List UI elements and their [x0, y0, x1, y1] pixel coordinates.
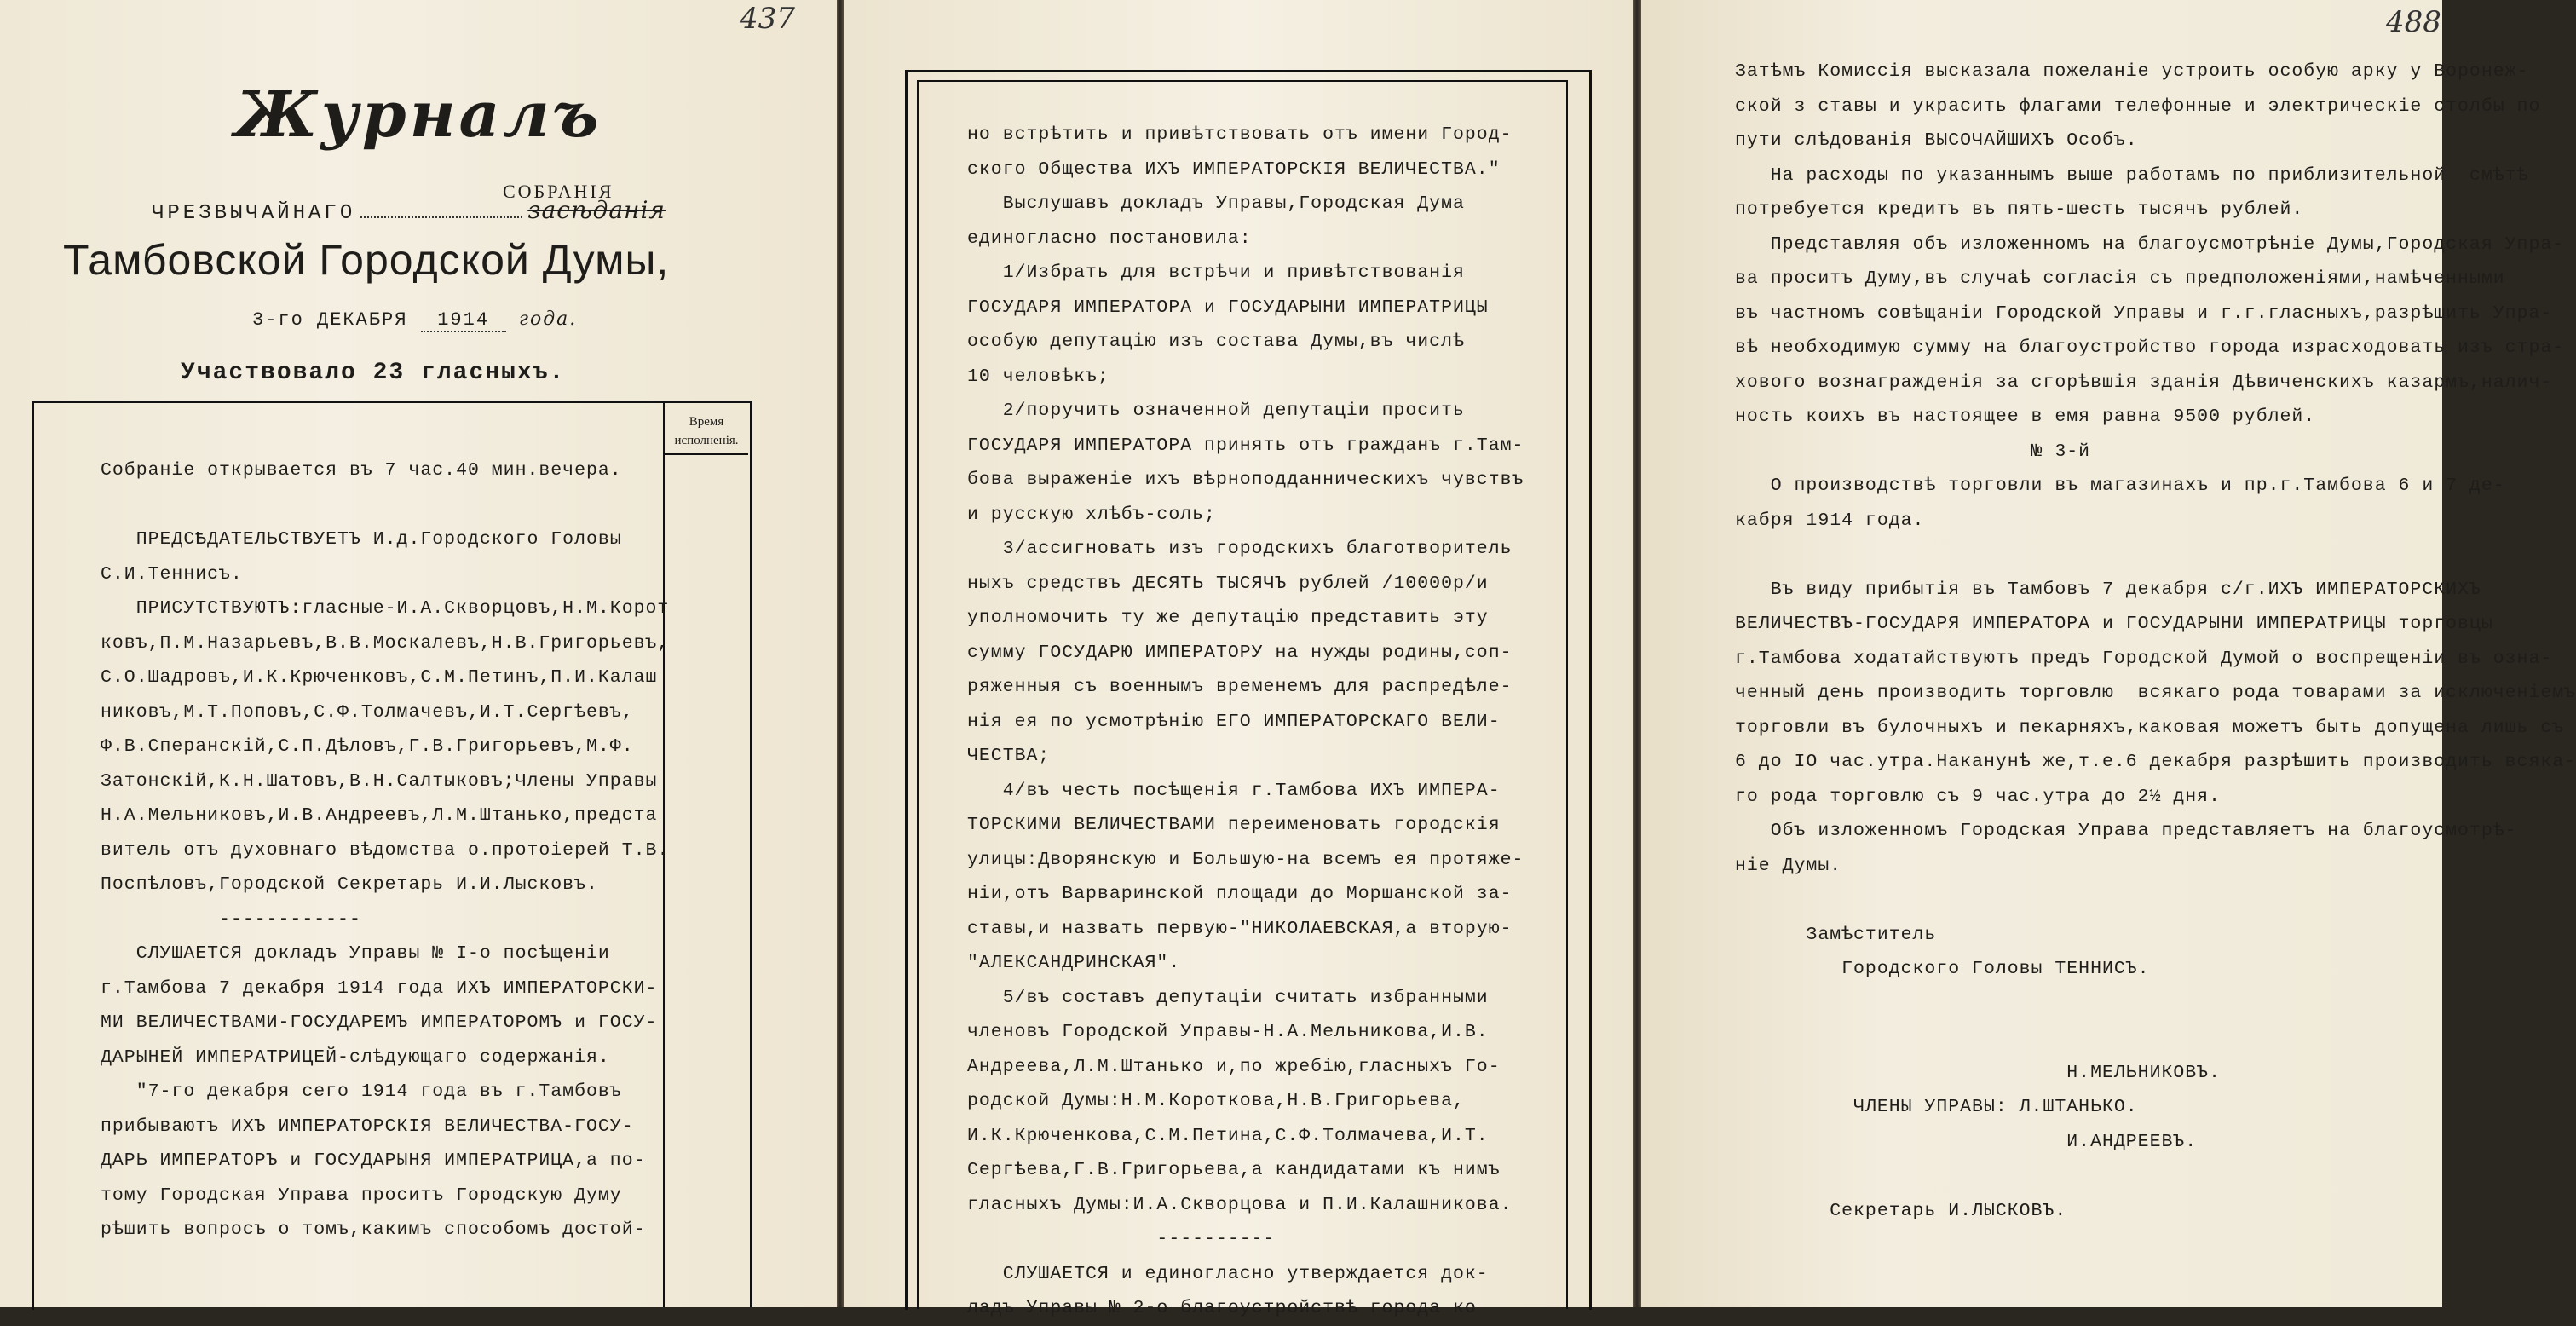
text-line: О производствѣ торговли въ магазинахъ и пр.г.Тамбова 6 и 7 де- [1735, 476, 2505, 496]
text-line: Замѣститель [1735, 924, 1937, 945]
text-line: ряженныя съ военнымъ временемъ для распредѣле- [967, 677, 1513, 697]
duma-title: Тамбовской Городской Думы, [63, 236, 670, 284]
execution-time-header-line1: Время [689, 415, 724, 429]
text-line: г.Тамбова ходатайствуютъ предъ Городской Думой о воспрещеніи въ озна- [1735, 648, 2553, 669]
text-line: Сергѣева,Г.В.Григорьева,а кандидатами къ нимъ [967, 1160, 1501, 1180]
text-line: бова выраженіе ихъ вѣрноподданническихъ чувствъ [967, 470, 1524, 490]
text-line: но встрѣтить и привѣтствовать отъ имени Город- [967, 124, 1513, 145]
session-line [152, 196, 666, 225]
text-line: ДАРЫНЕЙ ИМПЕРАТРИЦЕЙ-слѣдующаго содержанія. [101, 1046, 610, 1068]
text-line: Н.А.Мельниковъ,И.В.Андреевъ,Л.М.Штанько,предста [101, 805, 658, 826]
text-line: 10 человѣкъ; [967, 366, 1109, 387]
text-line: С.О.Шадровъ,И.К.Крюченковъ,С.М.Петинъ,П.И.Калаш [101, 667, 658, 688]
text-line: ского Общества ИХЪ ИМПЕРАТОРСКІЯ ВЕЛИЧЕСТВА." [967, 159, 1501, 180]
text-line: улицы:Дворянскую и Большую-на всемъ ея протяже- [967, 849, 1524, 870]
text-line: 1/Избрать для встрѣчи и привѣтствованія [967, 262, 1465, 283]
date-year: 1914 [421, 309, 506, 332]
text-line: ЧЛЕНЫ УПРАВЫ: Л.ШТАНЬКО. [1735, 1097, 2138, 1117]
text-line: нія ея по усмотрѣнію ЕГО ИМПЕРАТОРСКАГО ВЕЛИ- [967, 711, 1501, 732]
text-line: ва проситъ Думу,въ случаѣ согласія съ предположеніями,намѣченными [1735, 268, 2505, 289]
text-line [1735, 538, 2434, 573]
session-crossed-word: засѣданія [527, 196, 666, 224]
text-line: единогласно постановила: [967, 228, 1252, 249]
text-line: ныхъ средствъ ДЕСЯТЬ ТЫСЯЧЪ рублей /10000р/и [967, 573, 1489, 594]
text-line: № 3-й [1735, 441, 2091, 462]
page3-body-text [1735, 55, 2576, 1228]
text-line: Затѣмъ Комиссія высказала пожеланіе устроить особую арку у Воронеж- [1735, 61, 2529, 82]
text-line: ніе Думы. [1735, 855, 1842, 876]
document-page-right [1641, 0, 2576, 1307]
text-line: гласныхъ Думы:И.А.Скворцова и П.И.Калашникова. [967, 1194, 1513, 1215]
text-line: сумму ГОСУДАРЮ ИМПЕРАТОРУ на нужды родины,соп- [967, 642, 1513, 663]
text-line: Городского Головы ТЕННИСЪ. [1735, 959, 2150, 979]
text-line: ПРЕДСѢДАТЕЛЬСТВУЕТЪ И.д.Городского Головы [101, 529, 622, 550]
text-line: и русскую хлѣбъ-соль; [967, 504, 1216, 525]
text-line: ВЕЛИЧЕСТВЪ-ГОСУДАРЯ ИМПЕРАТОРА и ГОСУДАРЫНИ ИМПЕРАТРИЦЫ торговцы [1735, 614, 2493, 634]
text-line: 6 до IO час.утра.Наканунѣ же,т.е.6 декабря разрѣшить производить всяка- [1735, 752, 2576, 772]
text-line: витель отъ духовнаго вѣдомства о.протоіерей Т.В. [101, 839, 670, 861]
text-line: ченный день производить торговлю всякаго рода товарами за исключеніемъ [1735, 683, 2576, 703]
text-line: торговли въ булочныхъ и пекарняхъ,каковая можетъ быть допущена лишь съ [1735, 717, 2565, 738]
text-line: Секретарь И.ЛЫСКОВЪ. [1735, 1200, 2067, 1221]
frame-outer-rule [750, 401, 752, 1307]
text-line: Андреева,Л.М.Штанько и,по жребію,гласныхъ Го- [967, 1056, 1501, 1077]
page-gutter [1633, 0, 1641, 1307]
text-line: ГОСУДАРЯ ИМПЕРАТОРА принять отъ гражданъ г.Там- [967, 435, 1524, 456]
text-line: СЛУШАЕТСЯ докладъ Управы № I-о посѣщеніи [101, 943, 610, 964]
text-line: го рода торговлю съ 9 час.утра до 2½ дня. [1735, 786, 2221, 807]
text-line: ---------- [967, 1229, 1276, 1249]
text-line: членовъ Городской Управы-Н.А.Мельникова,И.В. [967, 1022, 1489, 1042]
text-line: потребуется кредитъ въ пять-шесть тысячъ рублей. [1735, 199, 2304, 220]
text-line: Собраніе открывается въ 7 час.40 мин.вечера. [101, 460, 622, 481]
text-line: вѣ необходимую сумму на благоустройство города израсходовать изъ стра- [1735, 337, 2565, 358]
text-line: Представляя объ изложенномъ на благоусмотрѣніе Думы,Городская Упра- [1735, 233, 2565, 255]
text-line: И.К.Крюченкова,С.М.Петина,С.Ф.Толмачева,И.Т. [967, 1125, 1489, 1146]
text-line: На расходы по указаннымъ выше работамъ по приблизительной смѣтѣ [1735, 164, 2529, 186]
text-line [1735, 1159, 2434, 1194]
text-line [1735, 1021, 2434, 1056]
text-line: хового вознагражденія за сгорѣвшія зданія Дѣвиченскихъ казармъ,налич- [1735, 372, 2553, 393]
text-line: "7-го декабря сего 1914 года въ г.Тамбовъ [101, 1081, 622, 1102]
session-prefix: ЧРЕЗВЫЧАЙНАГО [152, 202, 356, 225]
document-page-left [0, 0, 837, 1307]
text-line: 5/въ составъ депутаціи считать избранными [967, 987, 1489, 1008]
text-line: МИ ВЕЛИЧЕСТВАМИ-ГОСУДАРЕМЪ ИМПЕРАТОРОМЪ и ГОСУ- [101, 1012, 658, 1033]
text-line: ТОРСКИМИ ВЕЛИЧЕСТВАМИ переименовать городскія [967, 815, 1501, 835]
text-line: 3/ассигновать изъ городскихъ благотворитель [967, 539, 1513, 559]
date-line [252, 308, 577, 332]
text-line: "АЛЕКСАНДРИНСКАЯ". [967, 953, 1181, 973]
text-line: г.Тамбова 7 декабря 1914 года ИХЪ ИМПЕРАТОРСКИ- [101, 977, 658, 999]
page1-body-text [101, 453, 670, 1248]
text-line [101, 488, 654, 523]
text-line [1735, 883, 2434, 918]
session-type-label: СОБРАНІЯ [503, 181, 614, 202]
text-line: ГОСУДАРЯ ИМПЕРАТОРА и ГОСУДАРЫНИ ИМПЕРАТРИЦЫ [967, 297, 1489, 318]
text-line: прибываютъ ИХЪ ИМПЕРАТОРСКІЯ ВЕЛИЧЕСТВА-ГОСУ- [101, 1116, 634, 1137]
text-line: ковъ,П.М.Назарьевъ,В.В.Москалевъ,Н.В.Григорьевъ, [101, 632, 670, 654]
text-line: Въ виду прибытія въ Тамбовъ 7 декабря с/г.ИХЪ ИМПЕРАТОРСКИХЪ [1735, 579, 2481, 600]
document-page-middle [844, 0, 1633, 1318]
text-line [1735, 987, 2434, 1022]
text-line: Ф.В.Сперанскій,С.П.Дѣловъ,Г.В.Григорьевъ,М.Ф. [101, 736, 634, 757]
page2-body-text [967, 118, 1598, 1326]
text-line: Затонскій,К.Н.Шатовъ,В.Н.Салтыковъ;Члены Управы [101, 770, 658, 792]
execution-time-header [666, 412, 746, 450]
journal-title: Журналъ [234, 78, 602, 152]
text-line: 4/въ честь посѣщенія г.Тамбова ИХЪ ИМПЕРА- [967, 780, 1501, 801]
text-line: ладъ Управы № 2-о благоустройствѣ города ко [967, 1298, 1477, 1318]
text-line: Объ изложенномъ Городская Управа представляетъ на благоусмотрѣ- [1735, 821, 2517, 841]
text-line: СЛУШАЕТСЯ и единогласно утверждается док- [967, 1263, 1489, 1284]
text-line: ЧЕСТВА; [967, 746, 1051, 766]
text-line: никовъ,М.Т.Поповъ,С.Ф.Толмачевъ,И.Т.Сергѣевъ, [101, 701, 634, 723]
text-line: рѣшить вопросъ о томъ,какимъ способомъ достой- [101, 1219, 646, 1240]
date-prefix: 3-го ДЕКАБРЯ [252, 309, 408, 331]
text-line: тому Городская Управа проситъ Городскую Думу [101, 1185, 622, 1206]
folio-number: 437 [740, 2, 795, 36]
text-line: родской Думы:Н.М.Короткова,Н.В.Григорьева, [967, 1091, 1465, 1111]
text-line: ПРИСУТСТВУЮТЪ:гласные-И.А.Скворцовъ,Н.М.Корот [101, 598, 670, 619]
text-line: пути слѣдованія ВЫСОЧАЙШИХЪ Особъ. [1735, 130, 2138, 151]
page-gutter [837, 0, 844, 1307]
text-line: ДАРЬ ИМПЕРАТОРЪ и ГОСУДАРЫНЯ ИМПЕРАТРИЦА,а по- [101, 1150, 646, 1171]
text-line: Выслушавъ докладъ Управы,Городская Дума [967, 193, 1465, 214]
text-line: Н.МЕЛЬНИКОВЪ. [1735, 1062, 2221, 1083]
column-header-rule [665, 453, 748, 455]
text-line: И.АНДРЕЕВЪ. [1735, 1131, 2198, 1152]
participants-count: Участвовало 23 гласныхъ. [181, 360, 566, 386]
folio-number: 488 [2386, 5, 2441, 39]
dotted-fill [360, 216, 522, 218]
text-line: ніи,отъ Варваринской площади до Моршанской за- [967, 884, 1513, 904]
date-suffix: года. [518, 308, 578, 330]
text-line: ность коихъ въ настоящее в емя равна 9500 рублей. [1735, 406, 2316, 427]
execution-time-column [663, 401, 752, 1307]
text-line: въ частномъ совѣщаніи Городской Управы и г.г.гласныхъ,разрѣшить Упра- [1735, 303, 2553, 324]
text-line: уполномочить ту же депутацію представить эту [967, 608, 1489, 628]
text-line: ской з ставы и украсить флагами телефонные и электрическіе столбы по [1735, 95, 2541, 117]
text-line: 2/поручить означенной депутаціи просить [967, 401, 1465, 421]
text-line: особую депутацію изъ состава Думы,въ числѣ [967, 332, 1465, 352]
text-line: ------------ [101, 908, 361, 930]
text-line: ставы,и назвать первую-"НИКОЛАЕВСКАЯ,а вторую- [967, 918, 1513, 939]
execution-time-header-line2: исполненія. [674, 434, 739, 447]
text-line: Поспѣловъ,Городской Секретарь И.И.Лысковъ. [101, 874, 598, 895]
text-line: С.И.Теннисъ. [101, 563, 243, 585]
text-line: кабря 1914 года. [1735, 510, 1925, 531]
